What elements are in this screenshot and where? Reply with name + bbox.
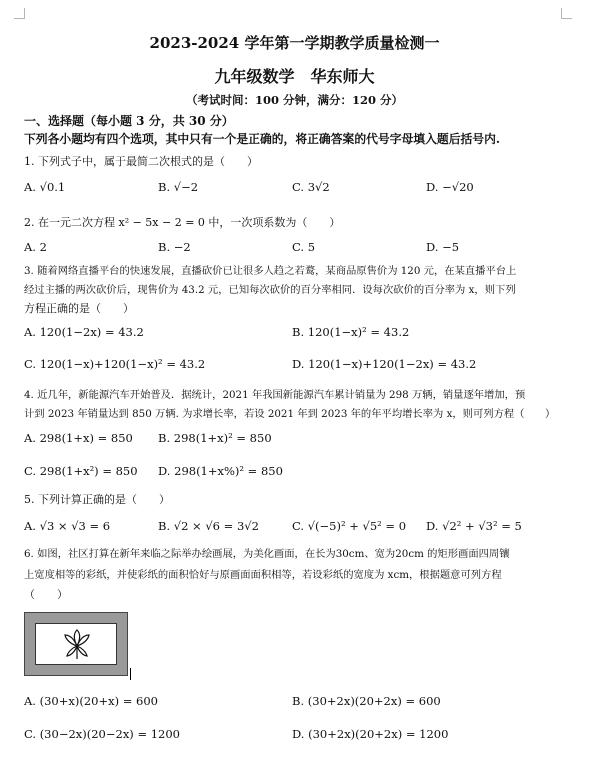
exam-subtitle: 九年级数学 华东师大 (214, 67, 375, 86)
framed-painting-figure (24, 612, 128, 676)
q6-option-c: C. (30−2x)(20−2x) = 1200 (24, 727, 181, 741)
q3-option-a: A. 120(1−2x) = 43.2 (24, 325, 144, 339)
q6-line-3: （ ） (24, 588, 68, 601)
q6-line-2: 上宽度相等的彩纸，并使彩纸的面积恰好与原画面面积相等，若设彩纸的宽度为 xcm，根据题意可列方程 (24, 569, 502, 581)
q2-option-c: C. 5 (292, 240, 316, 254)
painting-area (35, 623, 117, 665)
q4-option-a: A. 298(1+x) = 850 (24, 431, 133, 445)
q3-option-c: C. 120(1−x)+120(1−x)² = 43.2 (24, 357, 206, 371)
q5-option-a: A. √3 × √3 = 6 (24, 519, 111, 533)
q2-option-b: B. −2 (158, 240, 191, 254)
q3-line-3: 方程正确的是（ ） (24, 302, 134, 315)
q1-option-a: A. √0.1 (24, 180, 66, 194)
section-heading: 一、选择题（每小题 3 分，共 30 分） (24, 114, 234, 128)
section-instruction: 下列各小题均有四个选项，其中只有一个是正确的，将正确答案的代号字母填入题后括号内. (24, 132, 500, 146)
q5-option-c: C. √(−5)² + √5² = 0 (292, 519, 407, 533)
q1-option-b: B. √−2 (158, 180, 199, 194)
q6-option-d: D. (30+2x)(20+2x) = 1200 (292, 727, 449, 741)
exam-info: （考试时间：100 分钟，满分：120 分） (185, 93, 404, 107)
page-corner-mark-right (561, 8, 572, 19)
q3-option-b: B. 120(1−x)² = 43.2 (292, 325, 410, 339)
q3-line-1: 3. 随着网络直播平台的快速发展，直播砍价已让很多人趋之若鹜，某商品原售价为 120 元，在某直播平台上 (24, 265, 517, 277)
q2-option-d: D. −5 (426, 240, 460, 254)
exam-title: 2023-2024 学年第一学期教学质量检测一 (149, 34, 440, 52)
q4-option-b: B. 298(1+x)² = 850 (158, 431, 272, 445)
q4-option-c: C. 298(1+x²) = 850 (24, 464, 138, 478)
q1-stem: 1. 下列式子中，属于最简二次根式的是（ ） (24, 155, 258, 168)
q3-line-2: 经过主播的两次砍价后，现售价为 43.2 元，已知每次砍价的百分率相同．设每次砍价的百分率为 x，则下列 (24, 284, 516, 296)
q2-option-a: A. 2 (24, 240, 47, 254)
q4-line-2: 计到 2023 年销量达到 850 万辆. 为求增长率，若设 2021 年到 2023 年的年平均增长率为 x，则可列方程（ ） (24, 408, 556, 420)
text-cursor (130, 668, 131, 680)
q4-line-1: 4. 近几年，新能源汽车开始普及．据统计，2021 年我国新能源汽车累计销量为 298 万辆，销量逐年增加，预 (24, 389, 526, 401)
q1-option-c: C. 3√2 (292, 180, 330, 194)
q5-option-b: B. √2 × √6 = 3√2 (158, 519, 259, 533)
q1-option-d: D. −√20 (426, 180, 474, 194)
q3-option-d: D. 120(1−x)+120(1−2x) = 43.2 (292, 357, 477, 371)
q5-stem: 5. 下列计算正确的是（ ） (24, 493, 170, 506)
page-corner-mark-left (14, 8, 25, 19)
q5-option-d: D. √2² + √3² = 5 (426, 519, 522, 533)
q6-option-a: A. (30+x)(20+x) = 600 (24, 694, 158, 708)
q4-option-d: D. 298(1+x%)² = 850 (158, 464, 283, 478)
lily-flower-icon (62, 628, 92, 660)
q6-line-1: 6. 如图，社区打算在新年来临之际举办绘画展，为美化画面，在长为30cm、宽为20cm 的矩形画面四周镶 (24, 548, 510, 560)
q2-stem: 2. 在一元二次方程 x² − 5x − 2 = 0 中，一次项系数为（ ） (24, 216, 341, 229)
q6-option-b: B. (30+2x)(20+2x) = 600 (292, 694, 441, 708)
